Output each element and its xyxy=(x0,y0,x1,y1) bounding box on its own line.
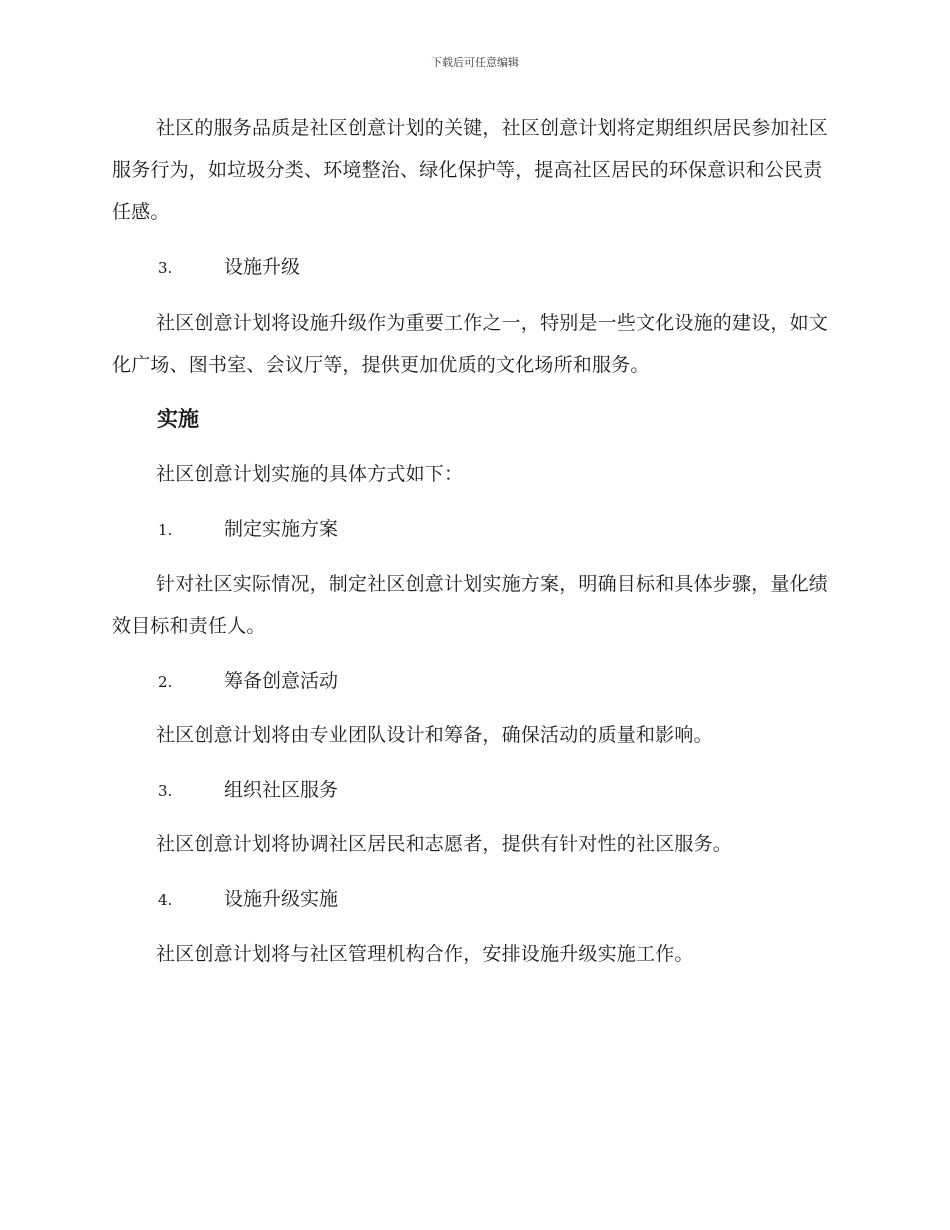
page-header: 下载后可任意编辑 xyxy=(431,56,519,69)
paragraph-plan: 针对社区实际情况，制定社区创意计划实施方案，明确目标和具体步骤，量化绩效目标和责任人。 xyxy=(112,573,829,637)
list-number: 2. xyxy=(158,673,173,691)
paragraph-implementation-intro: 社区创意计划实施的具体方式如下： xyxy=(156,463,464,485)
list-item-facility-upgrade xyxy=(158,252,300,283)
list-number: 1. xyxy=(158,521,173,539)
paragraph-facility-implementation: 社区创意计划将与社区管理机构合作，安排设施升级实施工作。 xyxy=(156,943,694,965)
list-item-activities xyxy=(158,666,338,697)
paragraph-facility-upgrade: 社区创意计划将设施升级作为重要工作之一，特别是一些文化设施的建设，如文化广场、图书室、会议厅等，提供更加优质的文化场所和服务。 xyxy=(112,312,829,376)
list-item-facility-implementation xyxy=(158,884,338,915)
list-number: 4. xyxy=(158,891,173,909)
list-number: 3. xyxy=(158,259,173,277)
paragraph-community-service: 社区创意计划将协调社区居民和志愿者，提供有针对性的社区服务。 xyxy=(156,833,733,855)
list-item-plan xyxy=(158,514,338,545)
paragraph-activities: 社区创意计划将由专业团队设计和筹备，确保活动的质量和影响。 xyxy=(156,724,713,746)
list-item-community-service xyxy=(158,775,338,806)
list-label: 组织社区服务 xyxy=(224,779,339,801)
section-heading-implementation: 实施 xyxy=(157,407,199,431)
list-label: 设施升级 xyxy=(224,256,301,278)
list-label: 制定实施方案 xyxy=(224,518,339,540)
list-number: 3. xyxy=(158,782,173,800)
list-label: 设施升级实施 xyxy=(224,888,339,910)
list-label: 筹备创意活动 xyxy=(224,670,339,692)
paragraph-service-quality: 社区的服务品质是社区创意计划的关键，社区创意计划将定期组织居民参加社区服务行为，如垃圾分类、环境整治、绿化保护等，提高社区居民的环保意识和公民责任感。 xyxy=(112,117,829,223)
